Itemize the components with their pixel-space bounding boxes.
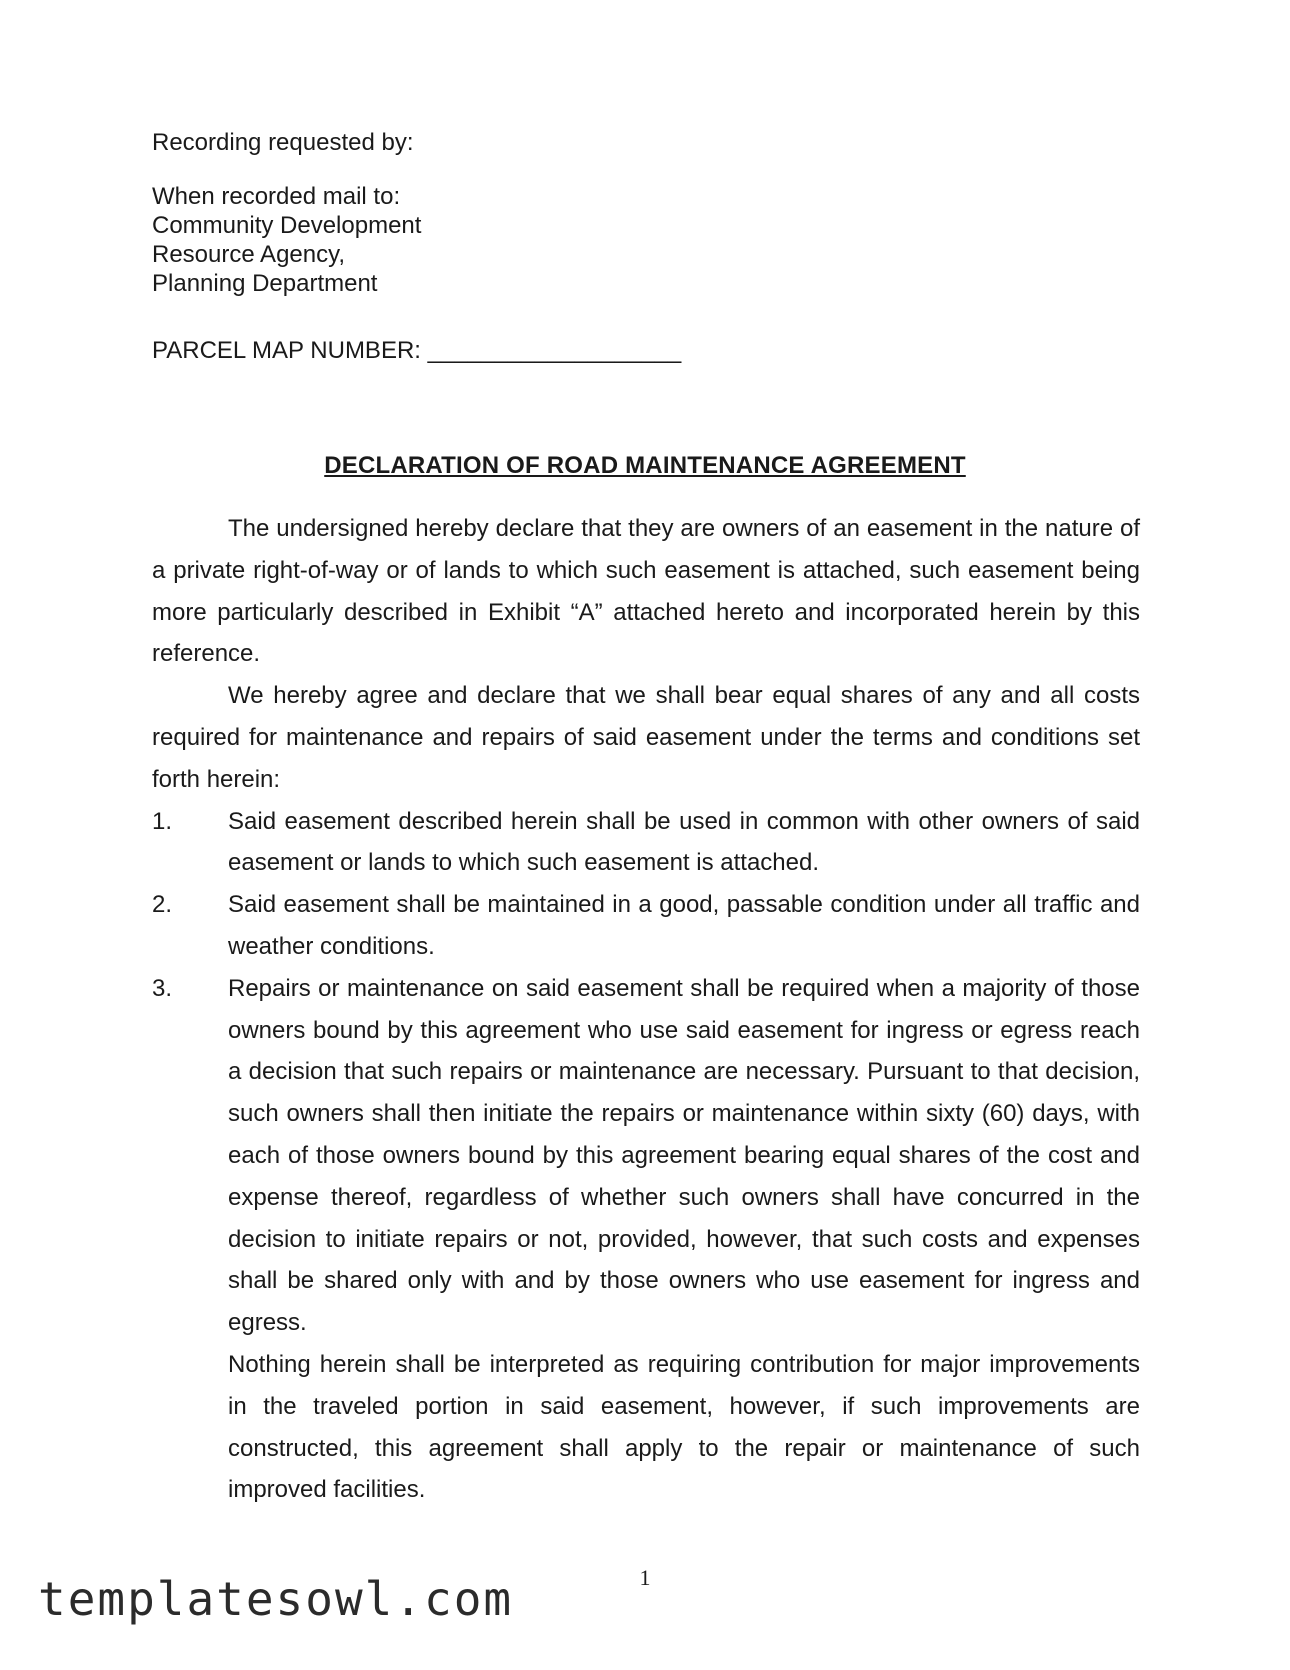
list-item-number: 1. (152, 807, 173, 835)
paragraph: The undersigned hereby declare that they are owners of an easement in the nature of a private right-of-way or of lands to which such easement is attached, such easement being more particularly described in Exhibit “A” attached hereto and incorporated herein by this reference. (152, 515, 1140, 668)
list-item-text: Said easement described herein shall be used in common with other owners of said easement or lands to which such easement is attached. (228, 807, 1140, 877)
recording-requested-by: Recording requested by: (152, 129, 414, 156)
mail-to-line: Resource Agency, (152, 241, 345, 268)
list-item-text: Repairs or maintenance on said easement shall be required when a majority of those owners bound by this agreement who use said easement for ingress or egress reach a decision that such repairs or maintenance are necessary. Pursuant to that decision, such owners shall then initiate the repairs or maintenance within sixty (60) days, with each of those owners bound by this agreement bearing equal shares of the cost and expense thereof, regardless of whether such owners shall have concurred in the decision to initiate repairs or not, provided, however, that such costs and expenses shall be shared only with and by those owners who use easement for ingress and egress. (228, 974, 1140, 1337)
list-item-number: 2. (152, 891, 173, 919)
document-body (152, 508, 1140, 1511)
list-item (152, 884, 1140, 968)
mail-to-line: Community Development (152, 212, 422, 239)
list-item (152, 968, 1140, 1344)
document-title: DECLARATION OF ROAD MAINTENANCE AGREEMENT (324, 452, 966, 479)
mail-to-block (152, 182, 421, 298)
list-item-number: 3. (152, 974, 173, 1002)
mail-to-line: When recorded mail to: (152, 183, 401, 210)
page-number: 1 (639, 1565, 651, 1590)
mail-to-line: Planning Department (152, 270, 378, 297)
paragraph: We hereby agree and declare that we shall bear equal shares of any and all costs required for maintenance and repairs of said easement under the terms and conditions set forth herein: (152, 682, 1140, 793)
list-item-continuation: Nothing herein shall be interpreted as requiring contribution for major improvements in the traveled portion in said easement, however, if such improvements are constructed, this agreement shall apply to the repair or maintenance of such improved facilities. (228, 1350, 1140, 1504)
parcel-map-number: PARCEL MAP NUMBER: ___________________ (152, 337, 682, 364)
list-item-text: Said easement shall be maintained in a good, passable condition under all traffic and weather conditions. (228, 891, 1140, 960)
list-item (152, 801, 1140, 885)
watermark-logo: templatesowl.com (38, 1572, 514, 1626)
